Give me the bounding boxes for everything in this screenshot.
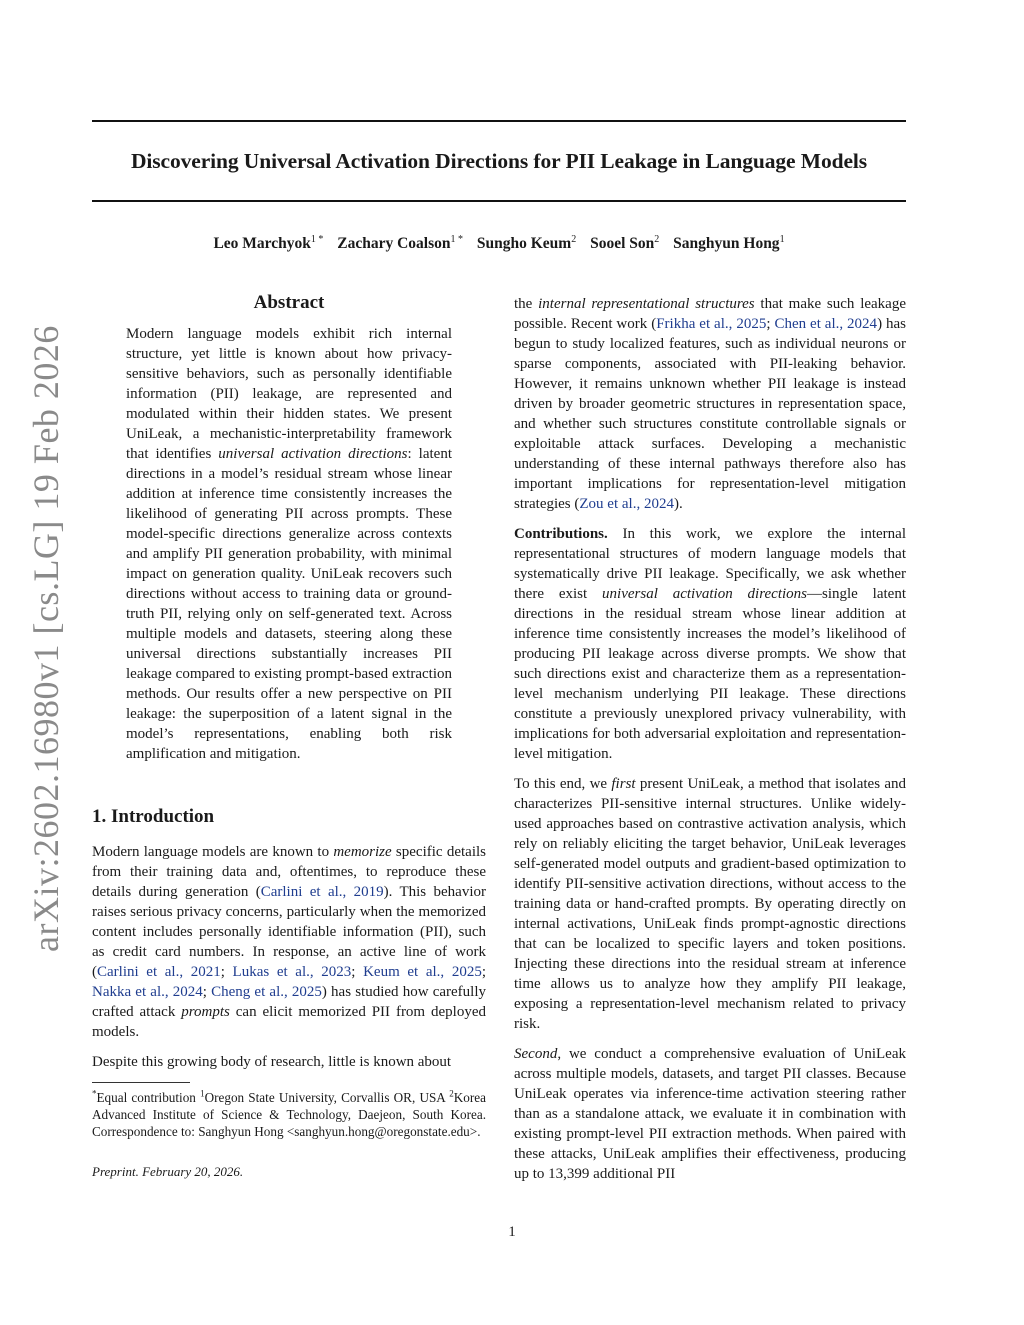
citation-link[interactable]: Carlini et al., 2021 [97, 964, 221, 980]
title-rule-top [92, 120, 906, 122]
left-column [92, 290, 486, 1180]
contributions-paragraph: Contributions. In this work, we explore the internal representational structures of modern language models that systematically drive PII leakage. Specifically, we ask whether there exist universal activation directions—single latent directions in the residual stream whose linear addition at inference time consistently increases the model’s likelihood of producing PII leakage across diverse prompts. We show that such directions exist and characterize them as a representation-level mechanism underlying PII leakage. These directions constitute a previously unexplored privacy vulnerability, with implications for both adversarial exploitation and representation-level mitigation. [514, 526, 907, 762]
preprint-note: Preprint. February 20, 2026. [92, 1164, 244, 1179]
author: Sungho Keum$^2$ [476, 233, 577, 252]
body-paragraph: Second, we conduct a comprehensive evaluation of UniLeak across multiple models, datasets, and target PII classes. Because UniLeak operates via inference-time activation steering rather than as a standalone attack, we evaluate it in combination with existing prompt-level PII extraction methods. When paired with these attacks, UniLeak amplifies their effectiveness, producing up to 13,399 additional PII [514, 1046, 906, 1182]
intro-paragraph-1: Modern language models are known to memorize specific details from their training data and, oftentimes, to reproduce these details during generation (Carlini et al., 2019). This behavior raises serious privacy concerns, particularly when the memorized content includes personally identifiable information (PII), such as credit card numbers. In response, an active line of work (Carlini et al., 2021; Lukas et al., 2023; Keum et al., 2025; Nakka et al., 2024; Cheng et al., 2025) has studied how carefully crafted attack prompts can elicit memorized PII from deployed models. [92, 844, 486, 1040]
citation-link[interactable]: Frikha et al., 2025 [656, 316, 767, 332]
title-rule-bottom [92, 200, 906, 202]
citation-link[interactable]: Nakka et al., 2024 [92, 984, 203, 1000]
right-column [514, 294, 906, 1194]
author: Leo Marchyok$^{1 *}$ [213, 233, 324, 252]
citation-link[interactable]: Carlini et al., 2019 [260, 884, 384, 900]
citation-link[interactable]: Chen et al., 2024 [774, 316, 878, 332]
author: Zachary Coalson$^{1 *}$ [337, 233, 464, 252]
abstract-heading: Abstract [253, 292, 325, 313]
citation-link[interactable]: Keum et al., 2025 [363, 964, 482, 980]
intro-paragraph-2: Despite this growing body of research, little is known about [92, 1054, 452, 1070]
section-heading-introduction: 1. Introduction [92, 806, 215, 827]
citation-link[interactable]: Zou et al., 2024 [579, 496, 674, 512]
footnote: *Equal contribution $^1$Oregon State University, Corvallis OR, USA $^2$Korea Advanced Institute of Science & Technology, Daejeon, South Korea. Correspondence to: Sanghyun Hong <sanghyun.hong@oregonstate.edu>. [92, 1088, 486, 1139]
citation-link[interactable]: Cheng et al., 2025 [211, 984, 322, 1000]
body-paragraph: the internal representational structures that make such leakage possible. Recent work (Frikha et al., 2025; Chen et al., 2024) has begun to study localized features, such as individual neurons or sparse components, associated with PII-leaking behavior. However, it remains unknown whether PII leakage is instead driven by broader geometric structures in representation space, and whether such structures constitute controllable signals or exploitable attack surfaces. Developing a mechanistic understanding of these internal pathways therefore also has important implications for representation-level mitigation strategies (Zou et al., 2024). [514, 296, 906, 512]
citation-link[interactable]: Lukas et al., 2023 [232, 964, 352, 980]
footnote-rule [92, 1082, 190, 1083]
author-list [92, 235, 906, 253]
paper-title: Discovering Universal Activation Directions for PII Leakage in Language Models [130, 149, 868, 173]
author: Sooel Son$^2$ [590, 233, 660, 252]
abstract-text: Modern language models exhibit rich internal structure, yet little is known about how privacy-sensitive behaviors, such as personally identifiable information (PII) leakage, are represented and modulated within their hidden states. We present UniLeak, a mechanistic-interpretability framework that identifies universal activation directions: latent directions in a model’s residual stream whose linear addition at inference time consistently increases the likelihood of generating PII across prompts. These model-specific directions generalize across contexts and amplify PII generation probability, with minimal impact on generation quality. UniLeak recovers such directions without access to training data or ground-truth PII, relying only on self-generated text. Across multiple models and datasets, steering along these universal directions substantially increases PII leakage compared to existing prompt-based extraction methods. Our results offer a new perspective on PII leakage: the superposition of a latent signal in the model’s representations, enabling both risk amplification and mitigation. [126, 326, 453, 762]
body-paragraph: To this end, we first present UniLeak, a method that isolates and characterizes PII-sensitive internal structures. Unlike widely-used approaches based on contrastive activation analysis, which rely on reliably eliciting the target behavior, UniLeak leverages self-generated model outputs and gradient-based optimization to identify PII-sensitive activation directions, without access to the training data or hand-crafted prompts. By operating directly on internal activations, UniLeak finds prompt-agnostic directions that can be localized to specific layers and token positions. Injecting these directions into the residual stream at inference time allows us to analyze how they amplify PII leakage, exposing a representation-level mechanism related to privacy risk. [514, 776, 907, 1032]
page-number: 1 [508, 1224, 516, 1240]
author: Sanghyun Hong$^1$ [673, 233, 785, 252]
arxiv-stamp: arXiv:2602.16980v1 [cs.LG] 19 Feb 2026 [26, 325, 66, 952]
